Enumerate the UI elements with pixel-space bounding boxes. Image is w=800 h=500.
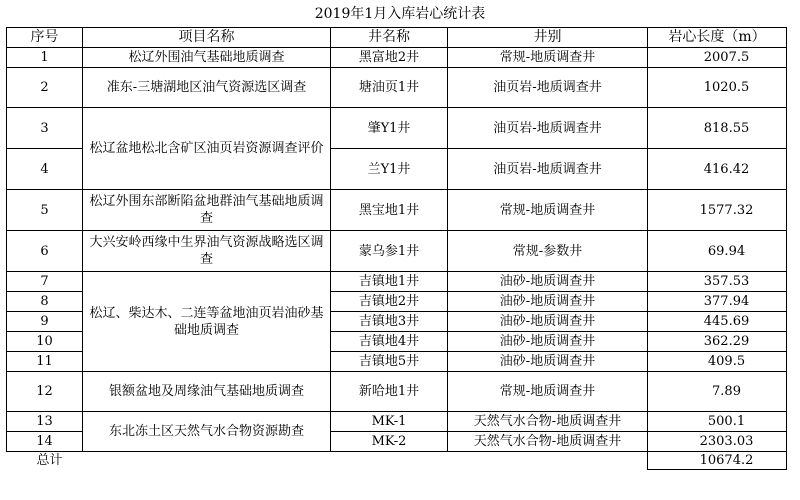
cell-seq: 10 xyxy=(7,332,83,352)
header-seq: 序号 xyxy=(7,28,83,48)
table-row xyxy=(7,412,787,432)
cell-well: 吉镇地2井 xyxy=(331,292,448,312)
cell-well-type: 天然气水合物-地质调查井 xyxy=(448,432,648,452)
header-core-length: 岩心长度（m） xyxy=(648,28,787,48)
cell-project: 东北冻土区天然气水合物资源勘查 xyxy=(83,412,331,452)
cell-seq: 1 xyxy=(7,48,83,68)
cell-well: 吉镇地1井 xyxy=(331,272,448,292)
cell-seq: 9 xyxy=(7,312,83,332)
total-value: 10674.2 xyxy=(648,452,787,470)
cell-project: 松辽外围油气基础地质调查 xyxy=(83,48,331,68)
header-well-type: 井别 xyxy=(448,28,648,48)
total-row xyxy=(7,452,787,470)
cell-well-type: 常规-地质调查井 xyxy=(448,48,648,68)
table-row xyxy=(7,108,787,149)
cell-well-type: 油页岩-地质调查井 xyxy=(448,68,648,108)
cell-well-type: 油砂-地质调查井 xyxy=(448,272,648,292)
cell-seq: 7 xyxy=(7,272,83,292)
cell-core-length: 2007.5 xyxy=(648,48,787,68)
cell-core-length: 416.42 xyxy=(648,149,787,190)
core-statistics-table xyxy=(6,27,787,470)
cell-project: 松辽外围东部断陷盆地群油气基础地质调查 xyxy=(83,190,331,231)
cell-core-length: 377.94 xyxy=(648,292,787,312)
cell-core-length: 409.5 xyxy=(648,352,787,372)
cell-well-type: 天然气水合物-地质调查井 xyxy=(448,412,648,432)
cell-core-length: 362.29 xyxy=(648,332,787,352)
cell-core-length: 7.89 xyxy=(648,372,787,412)
cell-well-type: 油页岩-地质调查井 xyxy=(448,149,648,190)
table-row xyxy=(7,231,787,272)
cell-well-type: 常规-地质调查井 xyxy=(448,372,648,412)
cell-seq: 2 xyxy=(7,68,83,108)
cell-project: 松辽盆地松北含矿区油页岩资源调查评价 xyxy=(83,108,331,190)
cell-well: 黑宝地1井 xyxy=(331,190,448,231)
table-row xyxy=(7,372,787,412)
header-well: 井名称 xyxy=(331,28,448,48)
cell-well: 肇Y1井 xyxy=(331,108,448,149)
cell-project: 大兴安岭西缘中生界油气资源战略选区调查 xyxy=(83,231,331,272)
cell-core-length: 445.69 xyxy=(648,312,787,332)
total-spacer xyxy=(83,452,331,470)
table-row xyxy=(7,272,787,292)
cell-well: 蒙乌参1井 xyxy=(331,231,448,272)
cell-well: 吉镇地4井 xyxy=(331,332,448,352)
total-spacer xyxy=(448,452,648,470)
cell-seq: 14 xyxy=(7,432,83,452)
table-title: 2019年1月入库岩心统计表 xyxy=(314,6,486,22)
cell-well: 塘油页1井 xyxy=(331,68,448,108)
cell-core-length: 1577.32 xyxy=(648,190,787,231)
cell-well-type: 常规-地质调查井 xyxy=(448,190,648,231)
cell-well: MK-1 xyxy=(331,412,448,432)
table-row xyxy=(7,190,787,231)
header-project: 项目名称 xyxy=(83,28,331,48)
cell-project: 准东-三塘湖地区油气资源选区调查 xyxy=(83,68,331,108)
cell-core-length: 69.94 xyxy=(648,231,787,272)
cell-project: 银额盆地及周缘油气基础地质调查 xyxy=(83,372,331,412)
cell-seq: 5 xyxy=(7,190,83,231)
cell-seq: 3 xyxy=(7,108,83,149)
cell-seq: 4 xyxy=(7,149,83,190)
cell-seq: 13 xyxy=(7,412,83,432)
cell-well-type: 常规-参数井 xyxy=(448,231,648,272)
cell-seq: 6 xyxy=(7,231,83,272)
cell-core-length: 500.1 xyxy=(648,412,787,432)
cell-core-length: 818.55 xyxy=(648,108,787,149)
cell-well: 兰Y1井 xyxy=(331,149,448,190)
table-row xyxy=(7,48,787,68)
cell-well-type: 油页岩-地质调查井 xyxy=(448,108,648,149)
cell-well: 吉镇地5井 xyxy=(331,352,448,372)
total-spacer xyxy=(331,452,448,470)
cell-core-length: 1020.5 xyxy=(648,68,787,108)
cell-well-type: 油砂-地质调查井 xyxy=(448,312,648,332)
cell-core-length: 2303.03 xyxy=(648,432,787,452)
header-row xyxy=(7,28,787,48)
table-row xyxy=(7,68,787,108)
cell-seq: 11 xyxy=(7,352,83,372)
cell-well-type: 油砂-地质调查井 xyxy=(448,332,648,352)
cell-well: MK-2 xyxy=(331,432,448,452)
cell-well: 黑富地2井 xyxy=(331,48,448,68)
cell-well-type: 油砂-地质调查井 xyxy=(448,352,648,372)
cell-seq: 12 xyxy=(7,372,83,412)
cell-well: 新哈地1井 xyxy=(331,372,448,412)
cell-well-type: 油砂-地质调查井 xyxy=(448,292,648,312)
total-label: 总计 xyxy=(7,452,83,470)
cell-project: 松辽、柴达木、二连等盆地油页岩油砂基础地质调查 xyxy=(83,272,331,372)
cell-well: 吉镇地3井 xyxy=(331,312,448,332)
cell-seq: 8 xyxy=(7,292,83,312)
cell-core-length: 357.53 xyxy=(648,272,787,292)
